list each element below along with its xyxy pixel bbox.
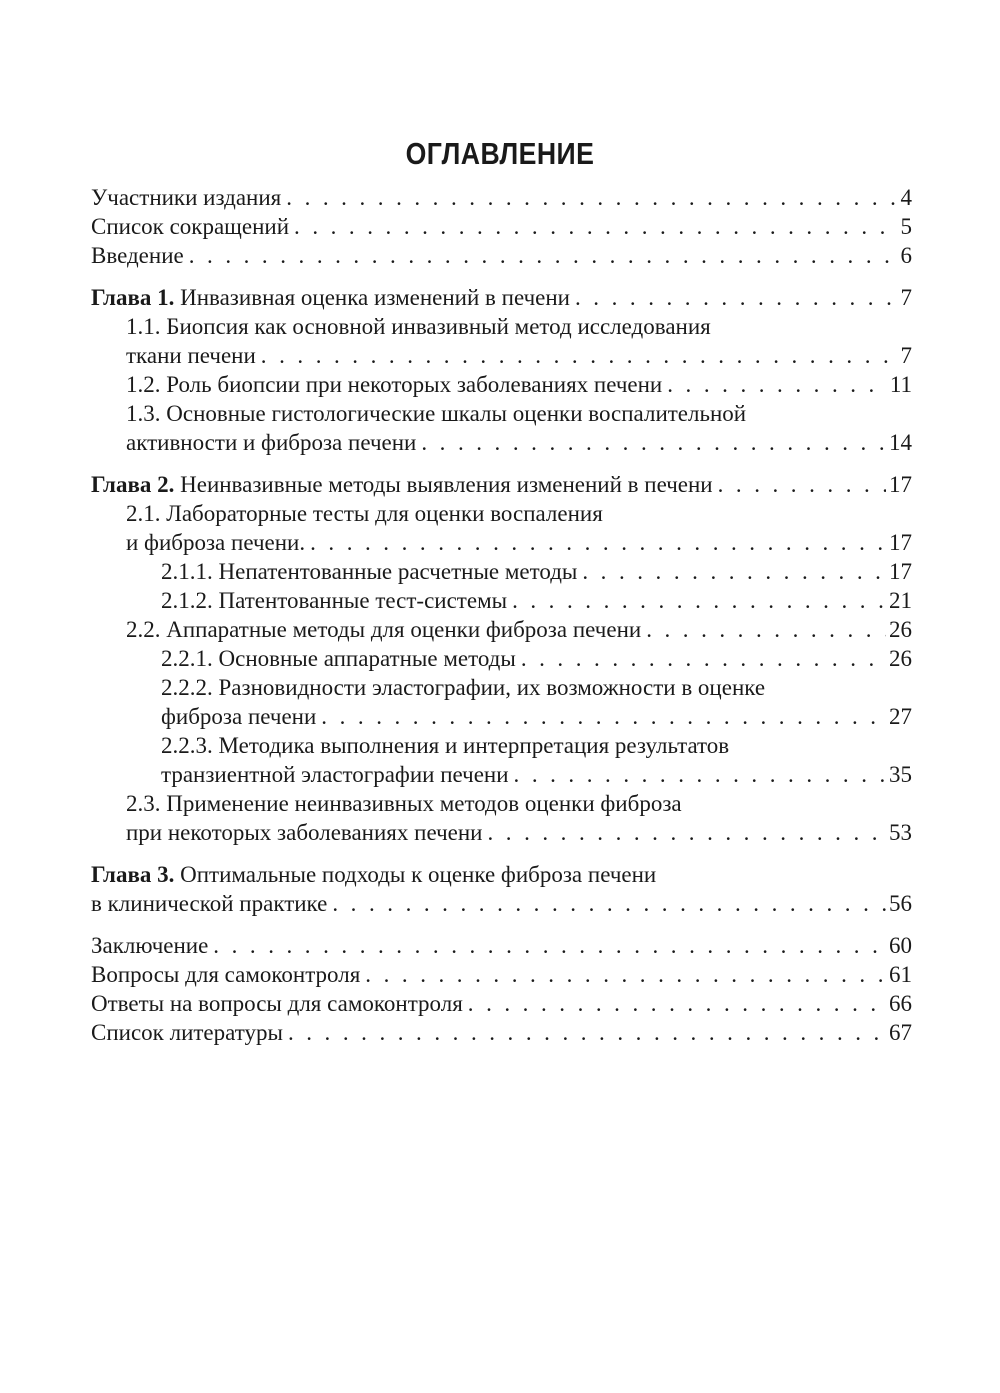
dot-leader xyxy=(487,818,886,847)
toc-entry-text: 2.2.2. Разновидности эластографии, их возможности в оценке xyxy=(161,675,766,700)
dot-leader xyxy=(332,889,886,918)
toc-entry-text: 2.1.2. Патентованные тест-системы xyxy=(161,588,508,613)
toc-entry-references[interactable] xyxy=(91,1018,912,1047)
toc-entry-text: Участники издания xyxy=(91,185,282,210)
toc-page-number: 60 xyxy=(889,933,912,958)
dot-leader xyxy=(468,989,886,1018)
dot-leader xyxy=(286,183,897,212)
toc-entry-self-check-answers[interactable] xyxy=(91,989,912,1018)
dot-leader xyxy=(294,212,897,241)
toc-page-number: 53 xyxy=(889,820,912,845)
dot-leader xyxy=(514,760,886,789)
toc-page-number: 27 xyxy=(889,704,912,729)
dot-leader xyxy=(213,931,886,960)
toc-page-number: 17 xyxy=(889,472,912,497)
toc-page-number: 26 xyxy=(889,617,912,642)
toc-entry-section-2-1-1[interactable] xyxy=(91,557,912,586)
chapter-label: Глава 1. xyxy=(91,285,175,310)
dot-leader xyxy=(521,644,886,673)
dot-leader xyxy=(512,586,886,615)
dot-leader xyxy=(365,960,886,989)
toc-entry-text: 2.1. Лабораторные тесты для оценки воспаления xyxy=(126,501,603,526)
dot-leader xyxy=(288,1018,886,1047)
toc-page-number: 66 xyxy=(889,991,912,1016)
chapter-label: Глава 2. xyxy=(91,472,175,497)
dot-leader xyxy=(421,428,886,457)
dot-leader xyxy=(718,470,886,499)
dot-leader xyxy=(646,615,886,644)
toc-entry-section-2-2-1[interactable] xyxy=(91,644,912,673)
toc-entry-text: 2.1.1. Непатентованные расчетные методы xyxy=(161,559,578,584)
dot-leader xyxy=(575,283,898,312)
dot-leader xyxy=(321,702,886,731)
toc-entry-text-continued: при некоторых заболеваниях печени xyxy=(126,820,483,845)
toc-entry-text-continued: транзиентной эластографии печени xyxy=(161,762,509,787)
toc-page-number: 5 xyxy=(900,214,912,239)
toc-entry-text-continued: ткани печени xyxy=(126,343,256,368)
toc-entry-section-1-2[interactable] xyxy=(91,370,912,399)
toc-entry-section-2-1-2[interactable] xyxy=(91,586,912,615)
toc-page-number: 61 xyxy=(889,962,912,987)
chapter-title-continued: в клинической практике xyxy=(91,891,328,916)
toc-page-number: 26 xyxy=(889,646,912,671)
toc-entry-text: 2.2. Аппаратные методы для оценки фиброза печени xyxy=(126,617,642,642)
toc-entry-abbreviations[interactable] xyxy=(91,212,912,241)
toc-entry-conclusion[interactable] xyxy=(91,931,912,960)
toc-entry-text: Ответы на вопросы для самоконтроля xyxy=(91,991,463,1016)
toc-page-number: 4 xyxy=(900,185,912,210)
toc-entry-text: 1.3. Основные гистологические шкалы оценки воспалительной xyxy=(126,401,747,426)
toc-page-number: 7 xyxy=(900,285,912,310)
toc-entry-chapter-2[interactable] xyxy=(91,470,912,499)
toc-page-number: 14 xyxy=(889,430,912,455)
toc-entry-section-1-3[interactable] xyxy=(91,399,912,457)
toc-entry-section-2-2-2[interactable] xyxy=(91,673,912,731)
toc-entry-text: 1.2. Роль биопсии при некоторых заболеваниях печени xyxy=(126,372,663,397)
toc-entry-contributors[interactable] xyxy=(91,183,912,212)
dot-leader xyxy=(667,370,887,399)
toc-page-number: 11 xyxy=(889,372,912,397)
chapter-title: Неинвазивные методы выявления изменений в печени xyxy=(180,472,713,497)
toc-entry-text: 2.2.3. Методика выполнения и интерпретация результатов xyxy=(161,733,730,758)
dot-leader xyxy=(261,341,898,370)
dot-leader xyxy=(582,557,886,586)
toc-page-number: 35 xyxy=(889,762,912,787)
page-title: ОГЛАВЛЕНИЕ xyxy=(405,136,595,171)
toc-entry-text-continued: активности и фиброза печени xyxy=(126,430,417,455)
toc-page-number: 17 xyxy=(889,530,912,555)
toc-entry-introduction[interactable] xyxy=(91,241,912,270)
toc-entry-section-2-2[interactable] xyxy=(91,615,912,644)
toc-entry-text: Список сокращений xyxy=(91,214,290,239)
toc-entry-text: 2.3. Применение неинвазивных методов оценки фиброза xyxy=(126,791,682,816)
toc-entry-text: 1.1. Биопсия как основной инвазивный метод исследования xyxy=(126,314,711,339)
toc-entry-chapter-1[interactable] xyxy=(91,283,912,312)
toc-entry-section-2-2-3[interactable] xyxy=(91,731,912,789)
toc-entry-text: Вопросы для самоконтроля xyxy=(91,962,361,987)
toc-entry-text: Заключение xyxy=(91,933,209,958)
table-of-contents xyxy=(91,183,912,1047)
toc-entry-section-1-1[interactable] xyxy=(91,312,912,370)
dot-leader xyxy=(310,528,886,557)
toc-entry-text-continued: фиброза печени xyxy=(161,704,317,729)
toc-page-number: 67 xyxy=(889,1020,912,1045)
dot-leader xyxy=(189,241,898,270)
toc-entry-text-continued: и фиброза печени. xyxy=(126,530,306,555)
chapter-title: Оптимальные подходы к оценке фиброза печени xyxy=(180,862,657,887)
toc-page-number: 56 xyxy=(889,891,912,916)
chapter-label: Глава 3. xyxy=(91,862,175,887)
toc-page-number: 21 xyxy=(889,588,912,613)
toc-entry-section-2-3[interactable] xyxy=(91,789,912,847)
toc-page-number: 7 xyxy=(900,343,912,368)
toc-entry-chapter-3[interactable] xyxy=(91,860,912,918)
toc-entry-text: Список литературы xyxy=(91,1020,283,1045)
toc-page-number: 6 xyxy=(900,243,912,268)
toc-entry-text: 2.2.1. Основные аппаратные методы xyxy=(161,646,516,671)
toc-entry-self-check-questions[interactable] xyxy=(91,960,912,989)
toc-entry-text: Введение xyxy=(91,243,184,268)
chapter-title: Инвазивная оценка изменений в печени xyxy=(180,285,570,310)
toc-entry-section-2-1[interactable] xyxy=(91,499,912,557)
toc-page-number: 17 xyxy=(889,559,912,584)
